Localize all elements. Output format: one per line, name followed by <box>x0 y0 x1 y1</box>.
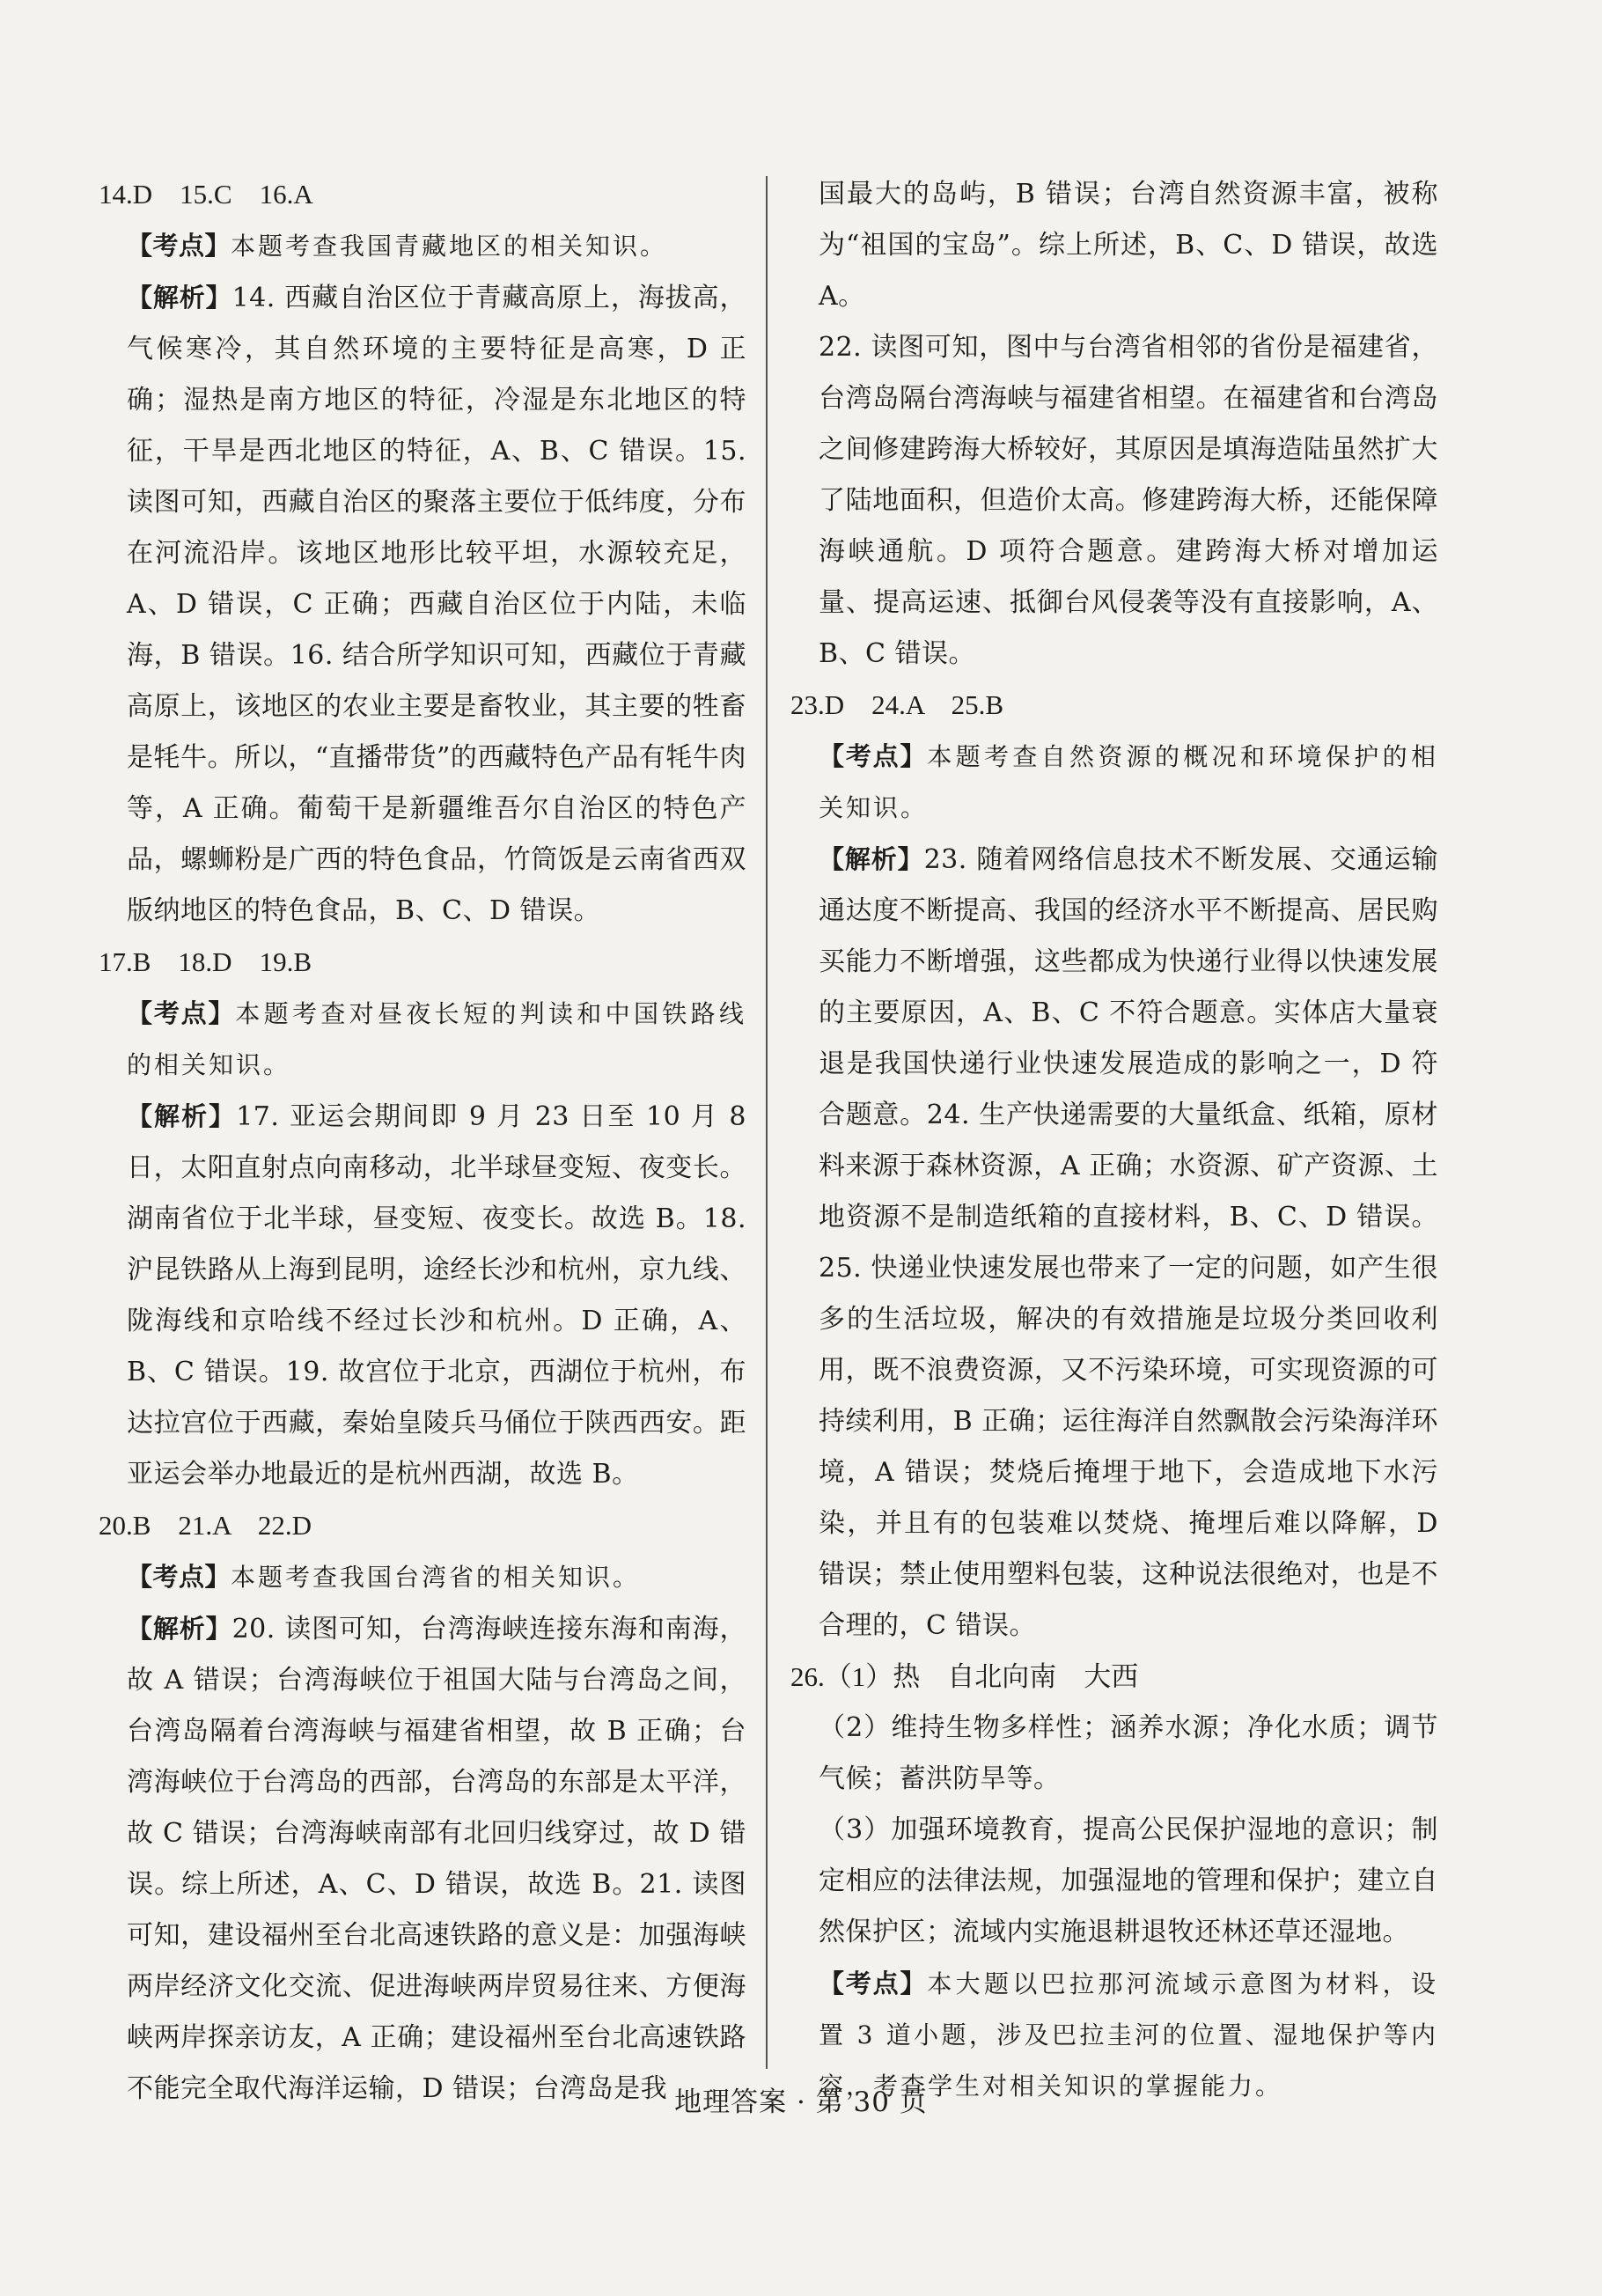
kaodian-text: 本题考查自然资源的概况和环境保护的相关知识。 <box>819 742 1438 822</box>
answer-26-part3: （3）加强环境教育，提高公民保护湿地的意识；制定相应的法律法规，加强湿地的管理和保护；建立自然保护区；流域内实施退耕退牧还林还草还湿地。 <box>819 1814 1438 1947</box>
jiexi-23-25 <box>790 834 1438 1652</box>
answers-20-22: 20.B 21.A 22.D <box>99 1510 312 1541</box>
jiexi-text: 17. 亚运会期间即 9 月 23 日至 10 月 8 日，太阳直射点向南移动，北半球昼变短、夜变长。湖南省位于北半球，昼变短、夜变长。故选 B。18. 沪昆铁路从上海到昆明，途经长沙和杭州，京九线、陇海线和京哈线不经过长沙和杭州。D 正确，A、B、C 错误。19. 故宫位于北京，西湖位于杭州，布达拉宫位于西藏，秦始皇陵兵马俑位于陕西西安。距亚运会举办地最近的是杭州西湖，故选 B。 <box>127 1101 746 1490</box>
kaodian-tag: 【考点】 <box>819 741 928 771</box>
jiexi-20-22 <box>99 1603 746 2115</box>
answer-26-part2: （2）维持生物多样性；涵养水源；净化水质；调节气候；蓄洪防旱等。 <box>819 1712 1438 1794</box>
kaodian-text: 本题考查我国青藏地区的相关知识。 <box>231 232 668 261</box>
kaodian-tag: 【考点】 <box>127 1562 231 1592</box>
left-column <box>99 169 746 2115</box>
jiexi-17-19 <box>99 1091 746 1500</box>
jiexi-22: 22. 读图可知，图中与台湾省相邻的省份是福建省，台湾岛隔台湾海峡与福建省相望。在福建省和台湾岛之间修建跨海大桥较好，其原因是填海造陆虽然扩大了陆地面积，但造价太高。修建跨海大桥，还能保障海峡通航。D 项符合题意。建跨海大桥对增加运量、提高运速、抵御台风侵袭等没有直接影响，A、B、C 错误。 <box>819 332 1438 669</box>
kaodian-23-25 <box>790 731 1438 834</box>
answers-26-part1: 26.（1）热 自北向南 大西 <box>790 1661 1139 1692</box>
right-column <box>790 169 1438 2112</box>
kaodian-text: 本题考查对昼夜长短的判读和中国铁路线的相关知识。 <box>127 999 746 1079</box>
kaodian-text: 本题考查我国台湾省的相关知识。 <box>231 1563 641 1592</box>
kaodian-tag: 【考点】 <box>819 1969 928 1998</box>
column-divider <box>766 176 768 2069</box>
jiexi-text: 23. 随着网络信息技术不断发展、交通运输通达度不断提高、我国的经济水平不断提高、居民购买能力不断增强，这些都成为快递行业得以快速发展的主要原因，A、B、C 不符合题意。实体店大量衰退是我国快递行业快速发展造成的影响之一，D 符合题意。24. 生产快递需要的大量纸盒、纸箱，原材料来源于森林资源，A 正确；水资源、矿产资源、土地资源不是制造纸箱的直接材料，B、C、D 错误。25. 快递业快速发展也带来了一定的问题，如产生很多的生活垃圾，解决的有效措施是垃圾分类回收利用，既不浪费资源，又不污染环境，可实现资源的可持续利用，B 正确；运往海洋自然飘散会污染海洋环境，A 错误；焚烧后掩埋于地下，会造成地下水污染，并且有的包装难以焚烧、掩埋后难以降解，D 错误；禁止使用塑料包装，这种说法很绝对，也是不合理的，C 错误。 <box>819 844 1438 1641</box>
jiexi-20-22-continued: 国最大的岛屿，B 错误；台湾自然资源丰富，被称为“祖国的宝岛”。综上所述，B、C、D 错误，故选 A。 <box>819 179 1438 312</box>
kaodian-20-22 <box>99 1551 746 1603</box>
kaodian-tag: 【考点】 <box>127 231 231 261</box>
jiexi-tag: 【解析】 <box>819 844 924 874</box>
kaodian-14-16 <box>99 220 746 272</box>
answers-14-16: 14.D 15.C 16.A <box>99 179 313 210</box>
jiexi-text: 20. 读图可知，台湾海峡连接东海和南海，故 A 错误；台湾海峡位于祖国大陆与台湾岛之间，台湾岛隔着台湾海峡与福建省相望，故 B 正确；台湾海峡位于台湾岛的西部，台湾岛的东部是太平洋，故 C 错误；台湾海峡南部有北回归线穿过，故 D 错误。综上所述，A、C、D 错误，故选 B。21. 读图可知，建设福州至台北高速铁路的意义是：加强海峡两岸经济文化交流、促进海峡两岸贸易往来、方便海峡两岸探亲访友，A 正确；建设福州至台北高速铁路不能完全取代海洋运输，D 错误；台湾岛是我 <box>127 1614 746 2104</box>
page-footer: 地理答案 · 第 30 页 <box>674 2086 928 2118</box>
jiexi-text: 14. 西藏自治区位于青藏高原上，海拔高，气候寒冷，其自然环境的主要特征是高寒，D 正确；湿热是南方地区的特征，冷湿是东北地区的特征，干旱是西北地区的特征，A、B、C 错误。15. 读图可知，西藏自治区的聚落主要位于低纬度，分布在河流沿岸。该地区地形比较平坦，水源较充足，A、D 错误，C 正确；西藏自治区位于内陆，未临海，B 错误。16. 结合所学知识可知，西藏位于青藏高原上，该地区的农业主要是畜牧业，其主要的牲畜是牦牛。所以，“直播带货”的西藏特色产品有牦牛肉等，A 正确。葡萄干是新疆维吾尔自治区的特色产品，螺蛳粉是广西的特色食品，竹筒饭是云南省西双版纳地区的特色食品，B、C、D 错误。 <box>127 283 746 926</box>
jiexi-tag: 【解析】 <box>127 283 232 313</box>
kaodian-17-19 <box>99 988 746 1091</box>
kaodian-tag: 【考点】 <box>127 998 236 1028</box>
answers-23-25: 23.D 24.A 25.B <box>790 689 1003 720</box>
jiexi-14-16 <box>99 272 746 937</box>
answers-17-19: 17.B 18.D 19.B <box>99 946 312 977</box>
kaodian-text: 本大题以巴拉那河流域示意图为材料，设置 3 道小题，涉及巴拉圭河的位置、湿地保护等内容，考查学生对相关知识的掌握能力。 <box>819 1969 1438 2101</box>
jiexi-tag: 【解析】 <box>127 1101 237 1131</box>
jiexi-tag: 【解析】 <box>127 1614 232 1644</box>
